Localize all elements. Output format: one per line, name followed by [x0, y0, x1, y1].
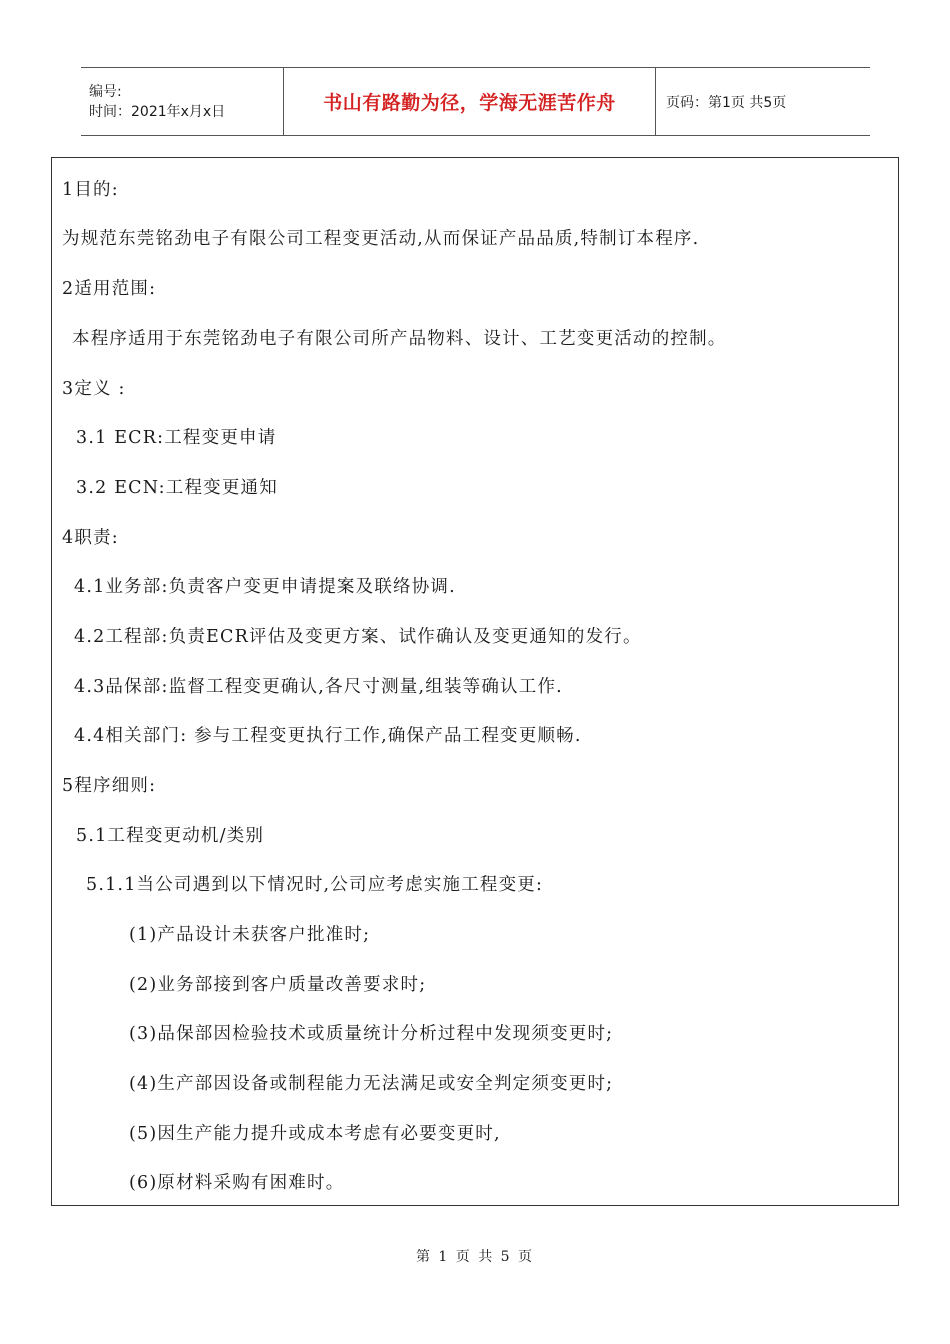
document-date: 时间：2021年x月x日: [89, 103, 226, 120]
definition-ecr: 3.1 ECR:工程变更申请: [76, 428, 277, 448]
list-item: (3)品保部因检验技术或质量统计分析过程中发现须变更时;: [129, 1024, 614, 1044]
list-item: (5)因生产能力提升或成本考虑有必要变更时,: [129, 1124, 501, 1144]
clause-5-1-1: 5.1.1当公司遇到以下情况时,公司应考虑实施工程变更:: [86, 875, 544, 895]
header-page-info-cell: [656, 68, 870, 135]
document-body-frame: [51, 157, 899, 1206]
document-number-label: 编号:: [89, 83, 122, 100]
header-motto: 书山有路勤为径，学海无涯苦作舟: [323, 92, 616, 114]
header-motto-cell: [283, 68, 656, 135]
responsibility-quality: 4.3品保部:监督工程变更确认,各尺寸测量,组装等确认工作.: [74, 677, 563, 697]
responsibility-related-departments: 4.4相关部门: 参与工程变更执行工作,确保产品工程变更顺畅.: [74, 726, 582, 746]
page-header: [81, 67, 870, 136]
responsibility-engineering: 4.2工程部:负责ECR评估及变更方案、试作确认及变更通知的发行。: [74, 627, 642, 647]
subsection-change-motive: 5.1工程变更动机/类别: [76, 826, 265, 846]
list-item: (6)原材料采购有困难时。: [129, 1173, 345, 1193]
list-item: (4)生产部因设备或制程能力无法满足或安全判定须变更时;: [129, 1074, 614, 1094]
section-title-definitions: 3定义 :: [62, 379, 126, 399]
list-item: (2)业务部接到客户质量改善要求时;: [129, 975, 427, 995]
purpose-text: 为规范东莞铭劲电子有限公司工程变更活动,从而保证产品品质,特制订本程序.: [62, 229, 700, 249]
scope-text: 本程序适用于东莞铭劲电子有限公司所产品物料、设计、工艺变更活动的控制。: [72, 329, 727, 349]
page-footer: 第 1 页 共 5 页: [415, 1249, 535, 1265]
section-title-procedure: 5程序细则:: [62, 776, 157, 796]
definition-ecn: 3.2 ECN:工程变更通知: [76, 478, 278, 498]
header-page-info: 页码：第1页 共5页: [666, 94, 787, 111]
list-item: (1)产品设计未获客户批准时;: [129, 925, 371, 945]
section-title-responsibilities: 4职责:: [62, 528, 119, 548]
header-meta: [81, 68, 283, 135]
section-title-purpose: 1目的:: [62, 180, 119, 200]
responsibility-sales: 4.1业务部:负责客户变更申请提案及联络协调.: [74, 577, 456, 597]
section-title-scope: 2适用范围:: [62, 279, 157, 299]
